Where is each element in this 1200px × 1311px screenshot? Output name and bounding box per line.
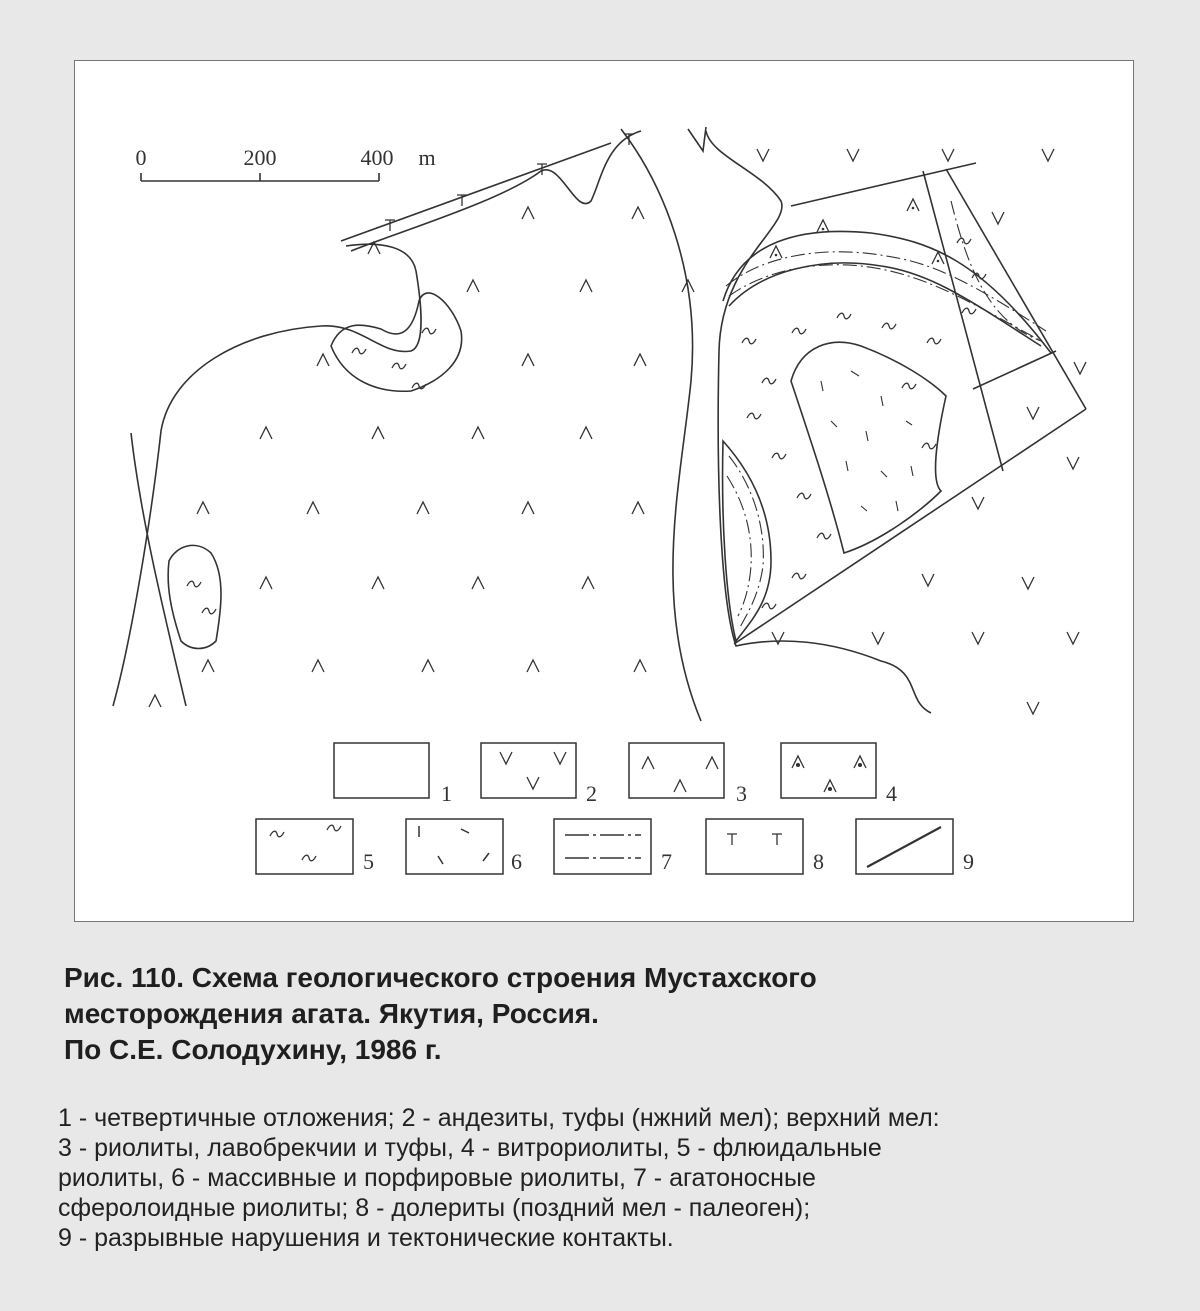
- legend-number-6: 6: [511, 849, 522, 874]
- map-legend: [256, 743, 953, 874]
- west-lens-outline: [331, 293, 462, 391]
- legend-item-4: [781, 743, 876, 798]
- legend-number-9: 9: [963, 849, 974, 874]
- legend-item-7: [554, 819, 651, 874]
- north-edge-tick: [688, 127, 706, 151]
- southwest-banded-lens: [723, 441, 771, 641]
- scale-tick-0: 0: [135, 145, 147, 170]
- rhyolite-body-north-outline: [723, 231, 1051, 353]
- central-valley-right-edge: [706, 131, 931, 713]
- scale-bar: [136, 145, 436, 181]
- legend-number-7: 7: [661, 849, 672, 874]
- legend-number-1: 1: [441, 781, 452, 806]
- legend-text-line-1: 1 - четвертичные отложения; 2 - андезиты, туфы (нжний мел); верхний мел:: [58, 1104, 940, 1132]
- agate-band-sw-1: [729, 456, 763, 629]
- legend-item-6: [406, 819, 503, 874]
- fault-se-base: [734, 409, 1086, 644]
- legend-text-line-3: риолиты, 6 - массивные и порфировые риолиты, 7 - агатоносные: [58, 1164, 816, 1192]
- legend-text-line-5: 9 - разрывные нарушения и тектонические контакты.: [58, 1224, 674, 1252]
- geologic-map: [74, 60, 1134, 922]
- fault-east-diagonal: [923, 171, 1003, 471]
- agate-bearing-bands: [726, 201, 1046, 629]
- caption-line-2: месторождения агата. Якутия, Россия.: [64, 998, 599, 1029]
- legend-text-line-4: сферолоидные риолиты; 8 - долериты (поздний мел - палеоген);: [58, 1194, 811, 1222]
- agate-band-sw-2: [727, 476, 751, 616]
- dolerite-dyke-lower-edge: [351, 131, 641, 251]
- legend-item-3: [629, 743, 724, 798]
- legend-item-2: [481, 743, 576, 798]
- west-edge-line: [131, 433, 186, 706]
- geologic-map-drawing: [75, 61, 1135, 923]
- massive-rhyolite-dashes: [821, 371, 913, 511]
- agate-band-east: [951, 201, 1041, 341]
- fault-east-frame: [946, 169, 1086, 409]
- fault-ne-top: [791, 163, 976, 206]
- map-boundaries: [113, 127, 1086, 721]
- legend-number-3: 3: [736, 781, 747, 806]
- agate-band-north-2: [729, 265, 1041, 341]
- legend-number-5: 5: [363, 849, 374, 874]
- legend-text-line-2: 3 - риолиты, лавобрекчии и туфы, 4 - витрориолиты, 5 - флюидальные: [58, 1134, 882, 1162]
- legend-number-8: 8: [813, 849, 824, 874]
- scale-tick-200: 200: [243, 145, 277, 170]
- fluidal-inner-band: [729, 263, 1041, 346]
- caption-line-1: Рис. 110. Схема геологического строения Мустахского: [64, 962, 817, 993]
- legend-item-5: [256, 819, 353, 874]
- far-west-lens-outline: [168, 545, 221, 648]
- legend-item-8: [706, 819, 803, 874]
- legend-description: [58, 1103, 1178, 1253]
- scale-tick-400: 400: [360, 145, 394, 170]
- andesite-west-boundary: [113, 244, 421, 706]
- fault-inner-cross: [973, 351, 1056, 389]
- scale-unit: m: [418, 145, 436, 170]
- legend-number-4: 4: [886, 781, 897, 806]
- legend-item-1: [334, 743, 429, 798]
- legend-item-9: [856, 819, 953, 874]
- map-symbols: [149, 134, 1086, 714]
- caption-line-3: По С.Е. Солодухину, 1986 г.: [64, 1034, 442, 1065]
- legend-numbers: [363, 781, 974, 874]
- figure-caption: [64, 960, 1164, 1068]
- legend-number-2: 2: [586, 781, 597, 806]
